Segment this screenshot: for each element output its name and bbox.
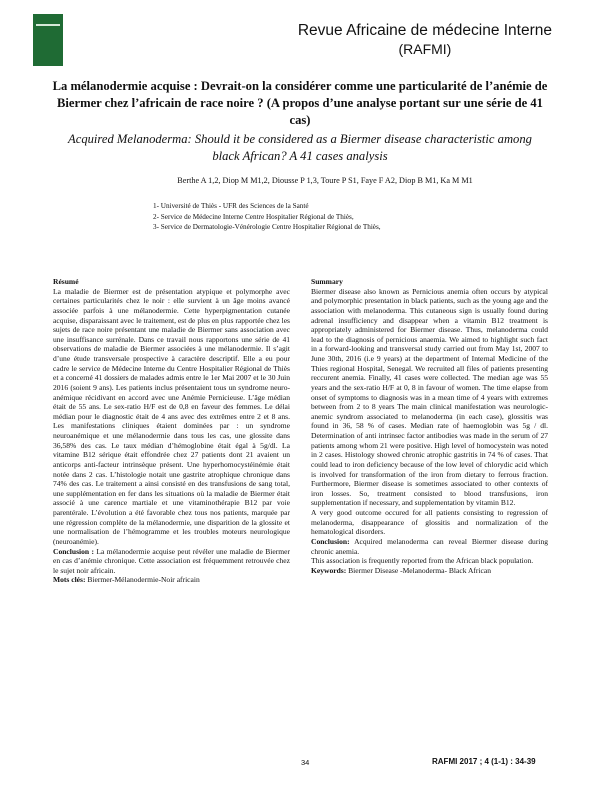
resume-column (53, 277, 290, 585)
author-list: Berthe A 1,2, Diop M M1,2, Diousse P 1,3, Toure P S1, Faye F A2, Diop B M1, Ka M M1 (177, 176, 473, 185)
summary-keywords-label: Keywords: (311, 565, 347, 575)
affiliations (153, 201, 381, 233)
resume-body: La maladie de Biermer est de présentation atypique et polymorphe avec certaines particularités chez le noir : elle survient à un âge moins avancé associée parfois à une mélanodermie. Cette hyperpigmentation cutanée acquise, disparaissant avec le traitement, est de plus en plus rapportée chez les sujets de race noire présentant une maladie de Biermer sans association avec une insuffisance surrénale. Dans ce travail nous rapportons une série de 41 observations de maladie de Biermer associées à une mélanodermie. Il s’agit d’une étude transversale prospective à caractère descriptif. Elle a eu pour cadre le service de Médecine Interne du Centre Hospitalier Régional de Thiès et a concerné 41 dossiers de malades admis entre le 1er Mai 2007 et le 30 Juin 2016 (soient 9 ans). Les patients inclus présentaient tous un syndrome neuro-anémique récidivant en accord avec une Anémie Pernicieuse. L’âge médian était de 55 ans. Le sex-ratio H/F est de 0,8 en faveur des femmes. Le délai médian pour le diagnostic était de 4 ans avec des extrêmes entre 2 et 8 ans. Les manifestations cliniques étaient dominées par : un syndrome neuroanémique et une mélanodermie dans tous les cas, une glossite dans 36,58% des cas. Le taux médian d’hémoglobine était égal à 5g/dl. La vitamine B12 sérique était effondrée chez 27 patients dont 21 avaient un anticorps anti-facteur intrinsèque présent. Une hyperhomocystéinémie était notée dans 2 cas. L’histologie notait une gastrite atrophique chronique dans 74% des cas. Le traitement a ainsi consisté en des transfusions de sang total, une supplémentation en fer dans les situations où la maladie de Biermer était associé à une carence martiale et une vitaminothérapie B12 par voie parentérale. L’évolution a été favorable chez tous nos patients, marquée par une régression complète de la mélanodermie, une disparition de la glossite et une normalisation de l’hémogramme et les troubles moteurs neurologique (neuroanémie). (53, 286, 290, 546)
summary-conclusion-text: Acquired melanoderma can reveal Biermer disease during chronic anemia. (311, 536, 548, 556)
journal-name: Revue Africaine de médecine Interne (297, 22, 552, 39)
affiliation-3: 3- Service de Dermatologie-Vénérologie Centre Hospitalier Régional de Thiès, (153, 223, 381, 232)
summary-heading: Summary (311, 277, 343, 286)
resume-conclusion-label: Conclusion : (53, 546, 94, 556)
affiliation-2: 2- Service de Médecine Interne Centre Hospitalier Régional de Thiès, (153, 212, 354, 221)
resume-heading: Résumé (53, 277, 79, 286)
summary-association: This association is frequently reported from the African black population. (311, 556, 534, 566)
resume-keywords-text: Biermer-Mélanodermie-Noir africain (85, 575, 200, 585)
summary-column (311, 277, 548, 575)
title-french: La mélanodermie acquise : Devrait-on la considérer comme une particularité de l’anémie de Biermer chez l’africain de race noire ? (A propos d’une analyse portant sur une série de 41 cas) (52, 79, 548, 127)
summary-keywords-text: Biermer Disease -Melanoderma- Black African (346, 565, 492, 575)
journal-abbr: (RAFMI) (398, 41, 452, 57)
summary-conclusion-label: Conclusion: (311, 536, 350, 546)
resume-keywords-label: Mots clés: (53, 575, 86, 585)
journal-logo (33, 14, 63, 66)
citation-footer: RAFMI 2017 ; 4 (1-1) : 34-39 (432, 757, 536, 766)
resume-conclusion (53, 547, 290, 576)
journal-header (298, 22, 552, 58)
summary-keywords (311, 566, 548, 576)
title-english: Acquired Melanoderma: Should it be considered as a Biermer disease characteristic among black African? A 41 cases analysis (68, 132, 532, 163)
summary-conclusion (311, 537, 548, 556)
affiliation-1: 1- Université de Thiès - UFR des Sciences de la Santé (153, 202, 309, 210)
summary-outcome: A very good outcome occured for all patients consisting to regression of melanoderma, disappearance of glossitis and normalization of the hematological disorders. (311, 508, 548, 537)
resume-conclusion-text: La mélanodermie acquise peut révéler une maladie de Biermer en cas d’anémie chronique. Cette association est fréquemment retrouvée chez le sujet noir africain. (53, 546, 291, 575)
page-number: 34 (301, 758, 310, 767)
summary-body: Biermer disease also known as Pernicious anemia often occurs by atypical and polymorphic presentation in black patients, such as the young age and the association with melanoderma. This cutaneous sign is usually found during adrenal insufficiency and disappear when a vitamin B12 treatment is appropriately administered for Biermer disease. Thus, melanoderma could lead to the diagnosis of pernicious anaemia. We aimed to highlight such fact in a forward-looking and transversal study carried out from May 1st, 2007 to June 30th, 2016 (i.e 9 years) at the department of Internal Medicine of the Thies regional Hospital, Senegal. We recruited all files of patients presenting reccurent anemia. Finally, 41 cases were collected. The median age was 55 years and the sex-ratio H/F at 0, 8 in favour of women. The time elapse from onset of symptoms to diagnosis was in a mean time of 4 years with extremes between from 2 to 8 years The main clinical manifestation was neurologic-anemic syndrom associated to melanoderma (in each case), glossitis was found in 36, 58 % of cases. Median rate of haemoglobin was 5g / dl. Determination of anti intrinsec factor antibodies was made in the serum of 27 patients among whom 21 were positive. High level of homocystein was noted in 2 cases. Histology showed chronic atrophic gastritis in 74 % of cases. That could lead to iron deficiency because of the low level of chlorydic acid which is involved for transformation of the iron from dietary to ferrous fraction. Furthermore, Biermer disease is sometimes associated to other contexts of iron losses. So, treatment consisted to blood transfusions, iron supplementation if necessary, and supplementation by vitamin B12. (311, 286, 548, 508)
resume-keywords (53, 575, 290, 585)
